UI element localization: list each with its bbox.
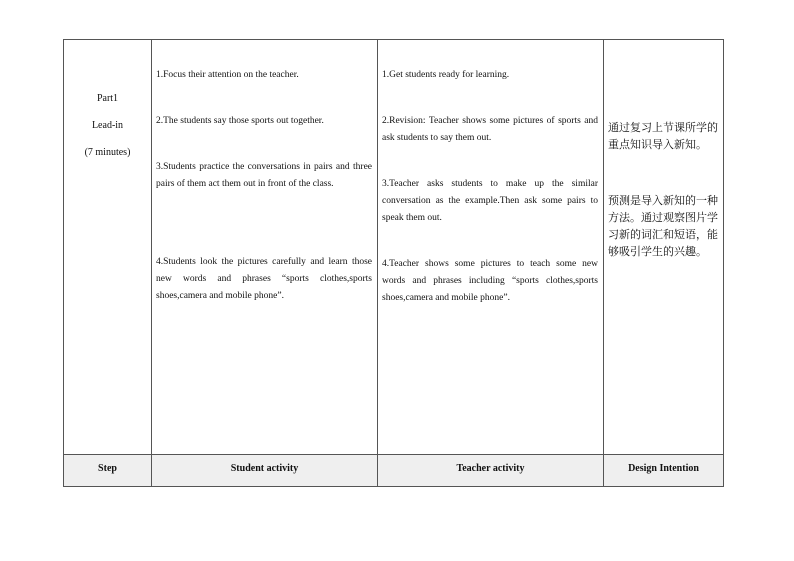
teacher-activity-item: 1.Get students ready for learning.	[382, 70, 510, 80]
teacher-activity-item: 4.Teacher shows some pictures to teach some new words and phrases including “sports clothes,sports shoes,camera and mobile phone”.	[382, 259, 598, 303]
design-intention-cell	[604, 40, 724, 455]
header-step: Step	[64, 455, 152, 487]
teacher-activity-item: 3.Teacher asks students to make up the similar conversation as the example.Then ask some pairs to speak them out.	[382, 179, 598, 223]
student-activity-cell	[152, 40, 378, 455]
student-activity-item: 2.The students say those sports out together.	[156, 116, 324, 126]
design-intention-item: 通过复习上节课所学的重点知识导入新知。	[608, 121, 718, 151]
step-duration: (7 minutes)	[84, 147, 131, 158]
step-title: Lead-in	[91, 120, 124, 131]
step-part: Part1	[96, 93, 119, 104]
header-design-intention: Design Intention	[604, 455, 724, 487]
lesson-content-row	[64, 40, 724, 455]
student-activity-item: 1.Focus their attention on the teacher.	[156, 70, 299, 80]
header-teacher-activity: Teacher activity	[378, 455, 604, 487]
student-activity-item: 4.Students look the pictures carefully and learn those new words and phrases “sports clothes,sports shoes,camera and mobile phone”.	[156, 257, 372, 301]
header-student-activity: Student activity	[152, 455, 378, 487]
student-activity-item: 3.Students practice the conversations in pairs and three pairs of them act them out in front of the class.	[156, 162, 372, 189]
design-intention-item: 预测是导入新知的一种方法。通过观察图片学习新的词汇和短语，能够吸引学生的兴趣。	[608, 194, 718, 258]
teacher-activity-cell	[378, 40, 604, 455]
step-cell	[64, 40, 152, 455]
column-header-row	[64, 455, 724, 487]
lesson-plan-table	[63, 39, 724, 487]
teacher-activity-item: 2.Revision: Teacher shows some pictures of sports and ask students to say them out.	[382, 116, 598, 143]
